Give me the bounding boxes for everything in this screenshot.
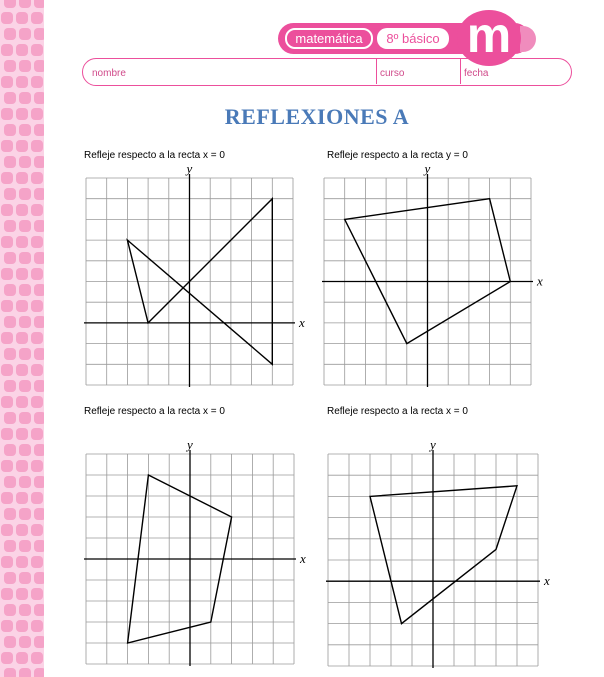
sidebar-tile [16, 236, 28, 248]
sidebar-tile [16, 396, 28, 408]
logo-shadow [520, 26, 536, 52]
sidebar-tile [19, 476, 31, 488]
sidebar-tile [1, 76, 13, 88]
sidebar-tile [19, 636, 31, 648]
sidebar-tile [16, 12, 28, 24]
sidebar-tile [1, 396, 13, 408]
x-axis-label: x [537, 273, 543, 289]
sidebar-tile [4, 668, 16, 677]
sidebar-tile [16, 460, 28, 472]
sidebar-tile [16, 620, 28, 632]
sidebar-tile [1, 556, 13, 568]
sidebar-tile [16, 556, 28, 568]
coordinate-grid-4 [322, 440, 554, 672]
logo: m [457, 10, 521, 66]
sidebar-tile [19, 0, 31, 8]
sidebar-tile [31, 172, 43, 184]
sidebar-tile [1, 364, 13, 376]
sidebar-tile [4, 156, 16, 168]
sidebar-tile [1, 332, 13, 344]
date-field-label: fecha [464, 68, 489, 79]
sidebar-tile [1, 204, 13, 216]
sidebar-tile [16, 492, 28, 504]
divider [460, 59, 461, 84]
y-axis-label: y [424, 162, 431, 176]
course-field-label: curso [380, 68, 405, 79]
sidebar-tile [1, 236, 13, 248]
sidebar-tile [16, 428, 28, 440]
sidebar-tile [19, 252, 31, 264]
sidebar-tile [4, 604, 16, 616]
sidebar-tile [31, 140, 43, 152]
instruction-4: Refleje respecto a la recta x = 0 [327, 406, 468, 417]
decorative-sidebar [0, 0, 46, 677]
sidebar-tile [4, 508, 16, 520]
sidebar-tile [19, 348, 31, 360]
y-axis-label: y [186, 162, 193, 176]
sidebar-tile [16, 268, 28, 280]
name-field-label: nombre [92, 68, 126, 79]
instruction-3: Refleje respecto a la recta x = 0 [84, 406, 225, 417]
sidebar-tile [4, 572, 16, 584]
sidebar-tile [31, 428, 43, 440]
x-axis-label: x [299, 314, 305, 330]
y-axis-label: y [187, 440, 193, 452]
sidebar-tile [4, 540, 16, 552]
sidebar-tile [4, 92, 16, 104]
sidebar-tile [4, 476, 16, 488]
sidebar-tile [1, 12, 13, 24]
sidebar-tile [4, 412, 16, 424]
sidebar-tile [16, 300, 28, 312]
sidebar-tile [1, 652, 13, 664]
sidebar-tile [19, 412, 31, 424]
sidebar-tile [4, 220, 16, 232]
sidebar-tile [31, 588, 43, 600]
sidebar-tile [31, 524, 43, 536]
sidebar-tile [4, 284, 16, 296]
sidebar-tile [1, 300, 13, 312]
sidebar-tile [16, 652, 28, 664]
page-title: REFLEXIONES A [224, 104, 410, 129]
sidebar-tile [1, 492, 13, 504]
sidebar-tile [19, 188, 31, 200]
sidebar-tile [31, 460, 43, 472]
sidebar-tile [31, 76, 43, 88]
sidebar-tile [19, 156, 31, 168]
sidebar-tile [1, 428, 13, 440]
sidebar-tile [1, 172, 13, 184]
instruction-1: Refleje respecto a la recta x = 0 [84, 150, 225, 161]
sidebar-tile [31, 332, 43, 344]
sidebar-tile [19, 60, 31, 72]
sidebar-tile [4, 348, 16, 360]
sidebar-tile [4, 188, 16, 200]
sidebar-tile [16, 204, 28, 216]
sidebar-tile [16, 172, 28, 184]
instruction-2: Refleje respecto a la recta y = 0 [327, 150, 468, 161]
x-axis-label: x [300, 551, 306, 566]
sidebar-tile [19, 316, 31, 328]
grade-label: 8º básico [377, 28, 449, 49]
student-info-bar [82, 58, 572, 86]
polygon-figure [370, 486, 517, 624]
sidebar-tile [1, 588, 13, 600]
sidebar-tile [4, 380, 16, 392]
coordinate-grid-1 [80, 162, 310, 390]
sidebar-tile [19, 380, 31, 392]
sidebar-tile [1, 44, 13, 56]
sidebar-tile [1, 460, 13, 472]
sidebar-tile [16, 76, 28, 88]
coordinate-grid-2 [320, 162, 552, 390]
sidebar-tile [4, 0, 16, 8]
sidebar-tile [31, 556, 43, 568]
sidebar-tile [31, 236, 43, 248]
sidebar-tile [4, 60, 16, 72]
sidebar-tile [19, 92, 31, 104]
sidebar-tile [16, 140, 28, 152]
sidebar-tile [1, 524, 13, 536]
sidebar-tile [4, 252, 16, 264]
coordinate-grid-3 [80, 440, 312, 672]
sidebar-tile [4, 316, 16, 328]
sidebar-edge [44, 0, 46, 677]
sidebar-tile [19, 572, 31, 584]
sidebar-tile [19, 284, 31, 296]
sidebar-tile [1, 620, 13, 632]
sidebar-tile [16, 524, 28, 536]
sidebar-tile [31, 44, 43, 56]
sidebar-tile [31, 12, 43, 24]
sidebar-tile [31, 492, 43, 504]
sidebar-tile [4, 28, 16, 40]
x-axis-label: x [544, 573, 550, 589]
sidebar-tile [19, 540, 31, 552]
divider [376, 59, 377, 84]
y-axis-label: y [430, 440, 436, 452]
sidebar-tile [31, 652, 43, 664]
sidebar-tile [16, 588, 28, 600]
sidebar-tile [31, 204, 43, 216]
sidebar-tile [19, 604, 31, 616]
sidebar-tile [19, 444, 31, 456]
sidebar-tile [31, 396, 43, 408]
sidebar-tile [31, 300, 43, 312]
sidebar-tile [19, 508, 31, 520]
subject-label: matemática [285, 28, 373, 49]
sidebar-tile [1, 140, 13, 152]
sidebar-tile [31, 268, 43, 280]
sidebar-tile [19, 668, 31, 677]
sidebar-tile [31, 364, 43, 376]
sidebar-tile [16, 364, 28, 376]
sidebar-tile [19, 220, 31, 232]
sidebar-tile [16, 332, 28, 344]
sidebar-tile [1, 268, 13, 280]
sidebar-tile [31, 620, 43, 632]
sidebar-tile [4, 444, 16, 456]
sidebar-tile [19, 28, 31, 40]
sidebar-tile [4, 636, 16, 648]
sidebar-tile [16, 44, 28, 56]
